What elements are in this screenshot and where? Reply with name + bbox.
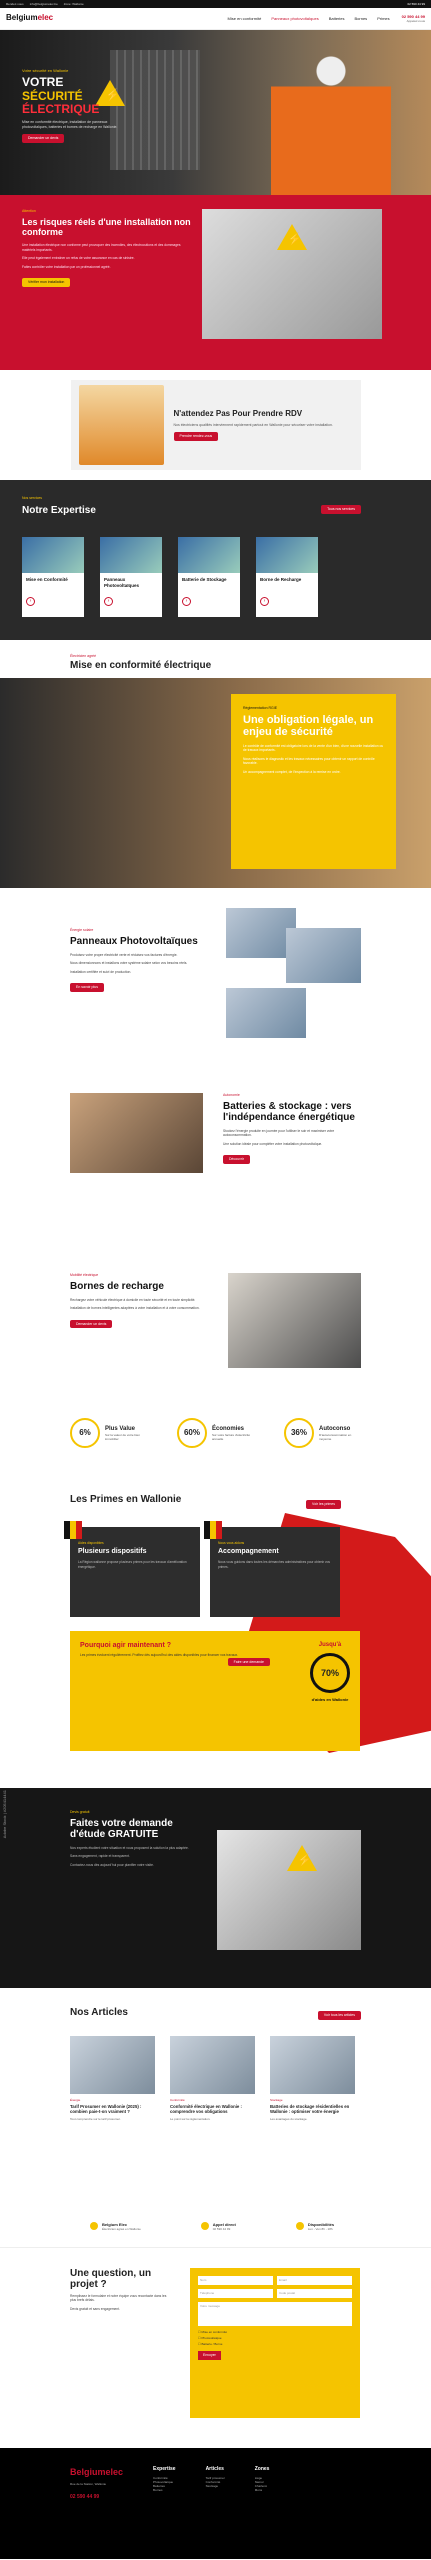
expertise-card-image xyxy=(256,537,318,573)
bornes-section xyxy=(0,1253,431,1403)
logo-b: elec xyxy=(37,13,54,23)
stat-ring: 36% xyxy=(284,1418,314,1448)
info-item xyxy=(201,2222,236,2233)
articles-title: Nos Articles xyxy=(70,2007,128,2018)
nav-phone-sub: Appelez-nous xyxy=(406,19,425,24)
expertise-card-title: Borne de Recharge xyxy=(260,577,302,583)
nav-item-photovoltaique[interactable]: Panneaux photovoltaïques xyxy=(271,15,319,21)
footer-brand xyxy=(70,2466,123,2541)
article-card[interactable] xyxy=(170,2036,255,2122)
battery-p2: Une solution idéale pour compléter votre installation photovoltaïque. xyxy=(223,1141,323,1146)
checkbox-conformite[interactable]: ☐ Mise en conformité xyxy=(198,2330,227,2334)
info-title: Belgium Elec xyxy=(102,2222,128,2227)
logo[interactable] xyxy=(6,13,53,24)
stat-ring: 60% xyxy=(177,1418,207,1448)
footer-link[interactable]: Batteries xyxy=(153,2483,165,2488)
message-field[interactable]: Votre message xyxy=(198,2302,352,2326)
footer-link[interactable]: Mons xyxy=(254,2487,263,2492)
question-section xyxy=(0,2248,431,2448)
articles-list xyxy=(70,2036,361,2122)
article-card[interactable] xyxy=(270,2036,355,2122)
stat-text xyxy=(212,1425,254,1441)
stat-item xyxy=(177,1413,254,1453)
rdv-button[interactable]: Prendre rendez-vous xyxy=(174,432,219,441)
expertise-card-title: Batterie de Stockage xyxy=(182,577,227,583)
obligation-p2: Nous réalisons le diagnostic et les travaux nécessaires pour obtenir un rapport de contrôle favorable. xyxy=(243,756,375,766)
risks-section xyxy=(0,195,431,370)
topbar-item[interactable]: info@belgiumelec.be xyxy=(29,1,58,6)
expertise-card[interactable] xyxy=(256,537,318,617)
bornes-title: Bornes de recharge xyxy=(70,1280,164,1292)
footer-link[interactable]: Namur xyxy=(254,2479,264,2484)
info-desc: Électricien agréé en Wallonie xyxy=(102,2227,141,2232)
info-title: Appel direct xyxy=(212,2222,236,2227)
risks-p2: Elle peut également entraîner un refus de votre assurance en cas de sinistre. xyxy=(22,256,135,261)
arrow-icon[interactable]: › xyxy=(26,597,35,606)
nav-phone[interactable] xyxy=(402,14,425,23)
pv-title: Panneaux Photovoltaïques xyxy=(70,935,198,947)
article-text: Tout comprendre sur le tarif prosumer. xyxy=(70,2117,121,2122)
stat-desc: Sur votre facture d'électricité annuelle xyxy=(212,1433,250,1442)
primes-card xyxy=(210,1527,340,1617)
stat-ring: 6% xyxy=(70,1418,100,1448)
belgian-flag-icon xyxy=(204,1521,222,1539)
battery-button[interactable]: Découvrir xyxy=(223,1155,250,1164)
name-field[interactable]: Nom xyxy=(198,2276,273,2285)
hero-title-a: VOTRE xyxy=(22,75,64,90)
high-voltage-icon xyxy=(277,224,307,250)
topbar-phone[interactable]: 02 590 44 99 xyxy=(407,1,425,6)
conformite-heading xyxy=(0,640,431,678)
hero-electrician-image xyxy=(271,40,391,195)
stat-desc: D'autoconsommation en moyenne xyxy=(319,1433,352,1442)
bornes-kicker: Mobilité électrique xyxy=(70,1273,99,1277)
primes-card-title: Accompagnement xyxy=(218,1547,279,1555)
footer-col-title: Expertise xyxy=(153,2466,176,2472)
bornes-button[interactable]: Demander un devis xyxy=(70,1320,112,1329)
hero-cta-button[interactable]: Demander un devis xyxy=(22,134,64,143)
email-field[interactable]: Email xyxy=(277,2276,352,2285)
hero-kicker: Votre sécurité en Wallonie xyxy=(22,68,69,73)
agir-title: Pourquoi agir maintenant ? xyxy=(80,1641,172,1649)
pv-button[interactable]: En savoir plus xyxy=(70,983,104,992)
logo-a: Belgium xyxy=(70,2467,106,2477)
submit-button[interactable]: Envoyer xyxy=(198,2351,221,2360)
hero-title-b: SÉCURITÉ xyxy=(22,88,83,103)
expertise-card-image xyxy=(22,537,84,573)
article-card[interactable] xyxy=(70,2036,155,2122)
footer-link[interactable]: Bornes xyxy=(153,2487,163,2492)
obligation-kicker: Réglementation RGIE xyxy=(243,706,278,710)
stat-text xyxy=(319,1425,361,1441)
articles-section xyxy=(0,1988,431,2208)
stat-title: Autoconso xyxy=(319,1425,351,1432)
info-row xyxy=(0,2208,431,2248)
checkbox-battery[interactable]: ☐ Batterie / Borne xyxy=(198,2342,223,2347)
phone-field[interactable]: Téléphone xyxy=(198,2289,273,2298)
article-text: Le point sur la réglementation. xyxy=(170,2117,211,2122)
hero-text xyxy=(22,68,172,143)
bornes-p2: Installation de bornes intelligentes adaptées à votre installation et à votre consommation. xyxy=(70,1306,200,1311)
article-kicker: Stockage xyxy=(270,2097,283,2102)
article-image xyxy=(270,2036,355,2094)
bornes-text xyxy=(70,1273,208,1383)
obligation-p3: Un accompagnement complet, de l'inspection à la remise en ordre. xyxy=(243,769,341,774)
footer-col-title: Articles xyxy=(205,2466,224,2472)
pv-images xyxy=(226,908,362,1053)
demande-p1: Nos experts étudient votre situation et vous proposent la solution la plus adaptée. xyxy=(70,1845,189,1850)
nav-menu xyxy=(228,16,390,21)
primes-card-kicker: Aides disponibles xyxy=(78,1540,104,1545)
primes-card xyxy=(70,1527,200,1617)
agir-text xyxy=(80,1641,264,1741)
info-desc[interactable]: 02 590 44 99 xyxy=(212,2227,231,2232)
risks-p1: Une installation électrique non conforme peut provoquer des incendies, des électrocutions et des dommages matériels importants. xyxy=(22,243,181,252)
expertise-card-title: Panneaux Photovoltaïques xyxy=(104,577,140,589)
nav-item-conformite[interactable]: Mise en conformité xyxy=(227,15,262,21)
info-text xyxy=(308,2222,334,2233)
nav-phone-number: 02 590 44 99 xyxy=(401,13,425,19)
articles-button[interactable]: Voir tous les articles xyxy=(318,2011,361,2020)
rdv-title: N'attendez Pas Pour Prendre RDV xyxy=(173,408,303,418)
arrow-icon[interactable]: › xyxy=(104,597,113,606)
agir-body: Les primes évoluent régulièrement. Profitez dès aujourd'hui des aides disponibles pour financer vos travaux. xyxy=(80,1652,239,1657)
postcode-field[interactable]: Code postal xyxy=(277,2289,352,2298)
battery-kicker: Autonomie xyxy=(223,1093,240,1097)
demande-section xyxy=(0,1788,431,1988)
rdv-card xyxy=(71,380,361,470)
checkbox-label: Photovoltaïque xyxy=(201,2336,222,2341)
arrow-icon[interactable]: › xyxy=(260,597,269,606)
pv-p1: Produisez votre propre électricité verte et réduisez vos factures d'énergie. xyxy=(70,952,178,957)
belgian-flag-icon xyxy=(64,1521,82,1539)
primes-title: Les Primes en Wallonie xyxy=(70,1494,182,1505)
footer-address: Rue de la Station, Wallonie xyxy=(70,2482,107,2487)
nav-item-bornes[interactable]: Bornes xyxy=(354,15,368,21)
primes-section xyxy=(0,1473,431,1788)
footer-col-title: Zones xyxy=(254,2466,270,2472)
article-title[interactable]: Batteries de stockage résidentielles en Wallonie : optimiser votre énergie xyxy=(270,2103,350,2115)
pv-kicker: Énergie solaire xyxy=(70,928,94,932)
expertise-card[interactable] xyxy=(178,537,240,617)
contact-form xyxy=(190,2268,360,2418)
agir-stat xyxy=(310,1641,350,1741)
main-nav xyxy=(0,8,431,30)
agir-label: d'aides en Wallonie xyxy=(311,1696,349,1702)
rdv-text xyxy=(174,409,333,441)
expertise-card-image xyxy=(178,537,240,573)
info-desc: Lun - Ven 8h - 18h xyxy=(307,2227,333,2232)
footer-col xyxy=(153,2466,176,2541)
primes-button[interactable]: Voir les primes xyxy=(306,1500,341,1509)
obligation-title: Une obligation légale, un enjeu de sécurité xyxy=(243,713,374,738)
rdv-body: Nos électriciens qualifiés interviennent rapidement partout en Wallonie pour sécuriser votre installation. xyxy=(173,422,333,427)
footer-link[interactable]: Conformité xyxy=(153,2475,168,2480)
hero-text-body: Mise en conformité électrique, installation de panneaux photovoltaïques, batteries et bornes de recharge en Wallonie. xyxy=(22,119,118,129)
expertise-card-image xyxy=(100,537,162,573)
info-item xyxy=(296,2222,334,2233)
question-title: Une question, un projet ? xyxy=(70,2268,152,2290)
arrow-icon[interactable]: › xyxy=(182,597,191,606)
demande-p2: Sans engagement, rapide et transparent. xyxy=(70,1854,130,1859)
footer-link[interactable]: Tarif prosumer xyxy=(205,2475,225,2480)
obligation-p1: Le contrôle de conformité est obligatoire lors de la vente d'un bien, d'une nouvelle installation ou de travaux importants. xyxy=(243,743,384,753)
battery-image xyxy=(70,1093,203,1173)
conformite-kicker: Électricien agréé xyxy=(70,654,97,658)
question-p2: Devis gratuit et sans engagement. xyxy=(70,2306,121,2311)
phone-icon xyxy=(201,2222,209,2230)
risks-kicker: Attention xyxy=(22,209,36,213)
footer-link[interactable]: Photovoltaïque xyxy=(153,2479,174,2484)
obligation-box xyxy=(231,694,396,869)
rdv-electrician-image xyxy=(79,385,164,465)
risks-p3: Faites contrôler votre installation par un professionnel agréé. xyxy=(22,264,111,269)
footer-link[interactable]: Charleroi xyxy=(254,2483,267,2488)
expertise-cards xyxy=(22,537,409,617)
footer-col xyxy=(206,2466,225,2541)
bornes-p1: Rechargez votre véhicule électrique à domicile en toute sécurité et en toute simplicité. xyxy=(70,1297,196,1302)
location-icon xyxy=(90,2222,98,2230)
demande-image xyxy=(217,1830,361,1950)
expertise-title: Notre Expertise xyxy=(22,504,96,516)
primes-card-text: La Région wallonne propose plusieurs primes pour les travaux d'amélioration énergétique. xyxy=(78,1560,187,1569)
footer-logo[interactable] xyxy=(70,2466,123,2478)
expertise-card[interactable] xyxy=(22,537,84,617)
stat-desc: Sur la valeur de votre bien immobilier xyxy=(105,1433,141,1442)
battery-p1: Stockez l'énergie produite en journée pour l'utiliser le soir et maximiser votre autoconsommation. xyxy=(223,1128,335,1138)
primes-card-kicker: Nous vous aidons xyxy=(218,1540,245,1545)
info-text xyxy=(102,2222,141,2233)
logo-a: Belgium xyxy=(6,13,38,23)
stat-text xyxy=(105,1425,147,1441)
nav-item-batteries[interactable]: Batteries xyxy=(328,15,345,21)
hero xyxy=(0,30,431,195)
primes-cards xyxy=(70,1527,361,1617)
pv-section xyxy=(0,888,431,1073)
nav-item-primes[interactable]: Primes xyxy=(377,15,390,21)
expertise-kicker: Nos services xyxy=(22,496,43,500)
bornes-image xyxy=(228,1273,361,1368)
high-voltage-icon xyxy=(287,1845,317,1871)
battery-section xyxy=(0,1073,431,1253)
pv-p3: Installation certifiée et suivi de production. xyxy=(70,969,132,974)
pv-p2: Nous dimensionnons et installons votre système solaire selon vos besoins réels. xyxy=(70,961,188,966)
watermark-text: Adobe Stock | #205414441 xyxy=(2,1790,7,1839)
article-text: Les avantages du stockage. xyxy=(270,2117,308,2122)
info-title: Disponibilités xyxy=(307,2222,335,2227)
form-row xyxy=(198,2289,352,2298)
stat-item xyxy=(70,1413,147,1453)
agir-ring: 70% xyxy=(310,1653,350,1693)
stats-row xyxy=(0,1403,431,1473)
top-bar xyxy=(0,0,431,8)
article-title[interactable]: Tarif Prosumer en Wallonie (2025) : combien paie-t-on vraiment ? xyxy=(70,2103,142,2115)
stat-title: Plus Value xyxy=(105,1425,136,1432)
demande-text xyxy=(70,1810,197,1966)
stat-title: Économies xyxy=(212,1425,245,1432)
info-text xyxy=(213,2222,236,2233)
topbar-item[interactable]: Rendez-vous xyxy=(6,1,24,6)
form-row xyxy=(198,2276,352,2285)
article-kicker: Énergie xyxy=(70,2097,81,2102)
expertise-section xyxy=(0,480,431,640)
battery-text xyxy=(223,1093,361,1233)
stat-item xyxy=(284,1413,361,1453)
demande-kicker: Devis gratuit xyxy=(70,1810,90,1814)
rdv-section xyxy=(0,370,431,480)
expertise-button[interactable]: Tous nos services xyxy=(321,505,361,514)
footer-link[interactable]: Conformité xyxy=(205,2479,221,2484)
demande-p3: Contactez-nous dès aujourd'hui pour planifier votre visite. xyxy=(70,1862,154,1867)
question-p1: Remplissez le formulaire et notre équipe vous recontacte dans les plus brefs délais. xyxy=(70,2294,167,2303)
agir-box xyxy=(70,1631,360,1751)
hero-title-c: ÉLECTRIQUE xyxy=(22,101,100,116)
risks-cta-button[interactable]: Vérifier mon installation xyxy=(22,278,70,287)
agir-button[interactable]: Faire une demande xyxy=(228,1658,270,1667)
checkbox-label: Batterie / Borne xyxy=(201,2342,223,2347)
agir-up-to: Jusqu'à xyxy=(318,1641,342,1648)
footer-link[interactable]: Liège xyxy=(254,2475,263,2480)
risks-text xyxy=(22,209,192,356)
article-title[interactable]: Conformité électrique en Wallonie : comprendre vos obligations xyxy=(170,2103,242,2115)
checkbox-pv[interactable]: ☐ Photovoltaïque xyxy=(198,2336,222,2341)
article-image xyxy=(70,2036,155,2094)
risks-image xyxy=(202,209,382,339)
primes-card-title: Plusieurs dispositifs xyxy=(78,1547,147,1555)
checkbox-label: Mise en conformité xyxy=(201,2330,227,2334)
primes-card-text: Nous vous guidons dans toutes les démarches administratives pour obtenir vos primes. xyxy=(218,1560,330,1569)
footer-phone[interactable]: 02 590 44 99 xyxy=(70,2494,100,2501)
risks-title: Les risques réels d'une installation non conforme xyxy=(22,216,191,238)
hero-title xyxy=(22,76,172,116)
conformite-title: Mise en conformité électrique xyxy=(70,659,212,671)
article-image xyxy=(170,2036,255,2094)
expertise-card-title: Mise en Conformité xyxy=(26,577,68,583)
footer xyxy=(0,2448,431,2559)
footer-col xyxy=(255,2466,270,2541)
pv-image-house xyxy=(286,928,361,983)
topbar-item: Zone: Wallonie xyxy=(63,1,84,6)
article-kicker: Conformité xyxy=(170,2097,185,2102)
question-text xyxy=(70,2268,170,2428)
expertise-card[interactable] xyxy=(100,537,162,617)
obligation-section xyxy=(0,678,431,888)
clock-icon xyxy=(296,2222,304,2230)
pv-image-panels xyxy=(226,988,306,1038)
demande-title: Faites votre demande d'étude GRATUITE xyxy=(70,1817,173,1840)
pv-text xyxy=(70,928,206,1053)
footer-link[interactable]: Stockage xyxy=(205,2483,219,2488)
battery-title: Batteries & stockage : vers l'indépendance énergétique xyxy=(223,1100,355,1123)
info-item xyxy=(90,2222,141,2233)
logo-b: elec xyxy=(105,2467,124,2477)
